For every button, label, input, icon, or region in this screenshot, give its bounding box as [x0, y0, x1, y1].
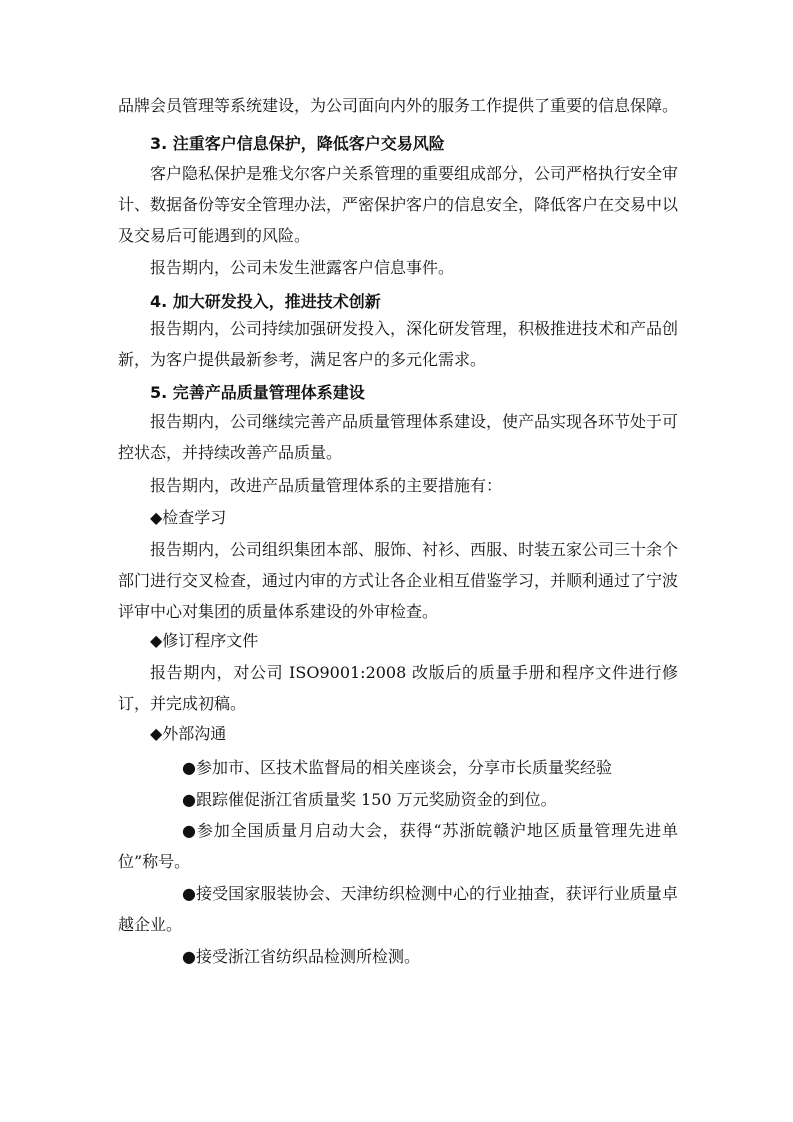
subheading-inspection: ◆检查学习 — [150, 508, 227, 527]
paragraph-inspection: 报告期内，公司组织集团本部、服饰、衬衫、西服、时装五家公司三十余个部门进行交叉检查，通过内审的方式让各企业相互借鉴学习，并顺利通过了宁波评审中心对集团的质量体系建设的外审检查。 — [118, 540, 679, 621]
subheading-procedure: ◆修订程序文件 — [150, 631, 259, 650]
bullet-item: ●接受浙江省纺织品检测所检测。 — [182, 947, 420, 966]
bullet-item: ●参加市、区技术监督局的相关座谈会，分享市长质量奖经验 — [182, 758, 612, 777]
subheading-external: ◆外部沟通 — [150, 724, 227, 743]
heading-5: 5. 完善产品质量管理体系建设 — [150, 383, 365, 402]
paragraph-5a: 报告期内，公司继续完善产品质量管理体系建设，使产品实现各环节处于可控状态，并持续改善产品质量。 — [118, 412, 679, 462]
paragraph-4: 报告期内，公司持续加强研发投入，深化研发管理，积极推进技术和产品创新，为客户提供最新参考，满足客户的多元化需求。 — [118, 319, 679, 369]
paragraph-intro-tail: 品牌会员管理等系统建设，为公司面向内外的服务工作提供了重要的信息保障。 — [118, 96, 679, 115]
paragraph-procedure: 报告期内，对公司 ISO9001:2008 改版后的质量手册和程序文件进行修订，并完成初稿。 — [118, 663, 678, 713]
bullet-item: ●跟踪催促浙江省质量奖 150 万元奖励资金的到位。 — [182, 790, 557, 809]
bullet-item: ●接受国家服装协会、天津纺织检测中心的行业抽查，获评行业质量卓越企业。 — [118, 884, 678, 934]
heading-4: 4. 加大研发投入，推进技术创新 — [150, 292, 381, 311]
paragraph-3a: 客户隐私保护是雅戈尔客户关系管理的重要组成部分，公司严格执行安全审计、数据备份等安全管理办法，严密保护客户的信息安全，降低客户在交易中以及交易后可能遇到的风险。 — [118, 164, 679, 245]
paragraph-3b: 报告期内，公司未发生泄露客户信息事件。 — [150, 258, 455, 277]
heading-3: 3. 注重客户信息保护，降低客户交易风险 — [150, 134, 445, 153]
bullet-item: ●参加全国质量月启动大会，获得“苏浙皖赣沪地区质量管理先进单位”称号。 — [118, 821, 678, 871]
paragraph-5b: 报告期内，改进产品质量管理体系的主要措施有： — [150, 476, 503, 495]
